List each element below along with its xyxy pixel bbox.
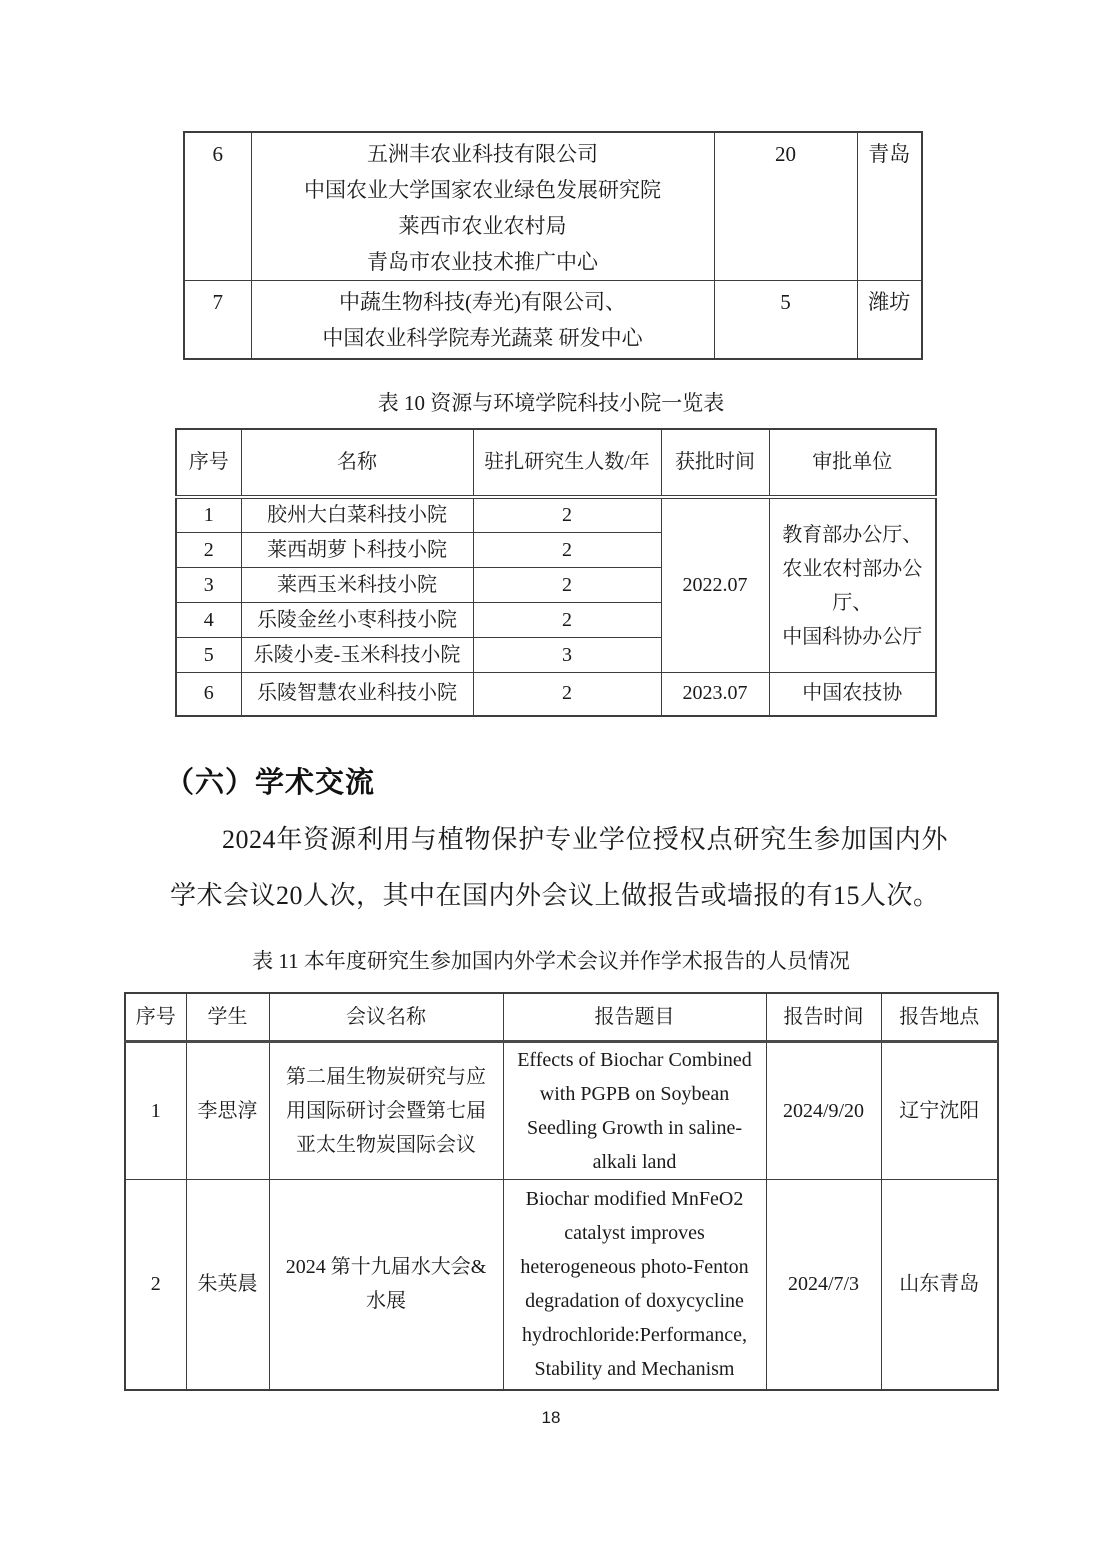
cell-serial: 7 <box>184 281 251 359</box>
cell-count: 20 <box>714 132 857 281</box>
cell-serial: 2 <box>176 533 241 568</box>
cell-name: 乐陵智慧农业科技小院 <box>241 673 473 716</box>
header-conference-name: 会议名称 <box>269 993 503 1042</box>
approval-unit-line: 教育部办公厅、 <box>782 523 923 546</box>
table10-caption: 表 10 资源与环境学院科技小院一览表 <box>377 391 725 415</box>
cell-report-title: Biochar modified MnFeO2 catalyst improves heterogeneous photo-Fenton degradation of doxycycline hydrochloride:Performance, Stability and Mechanism <box>503 1180 766 1390</box>
conference-report-table <box>124 992 999 1391</box>
cell-serial: 6 <box>184 132 251 281</box>
cell-count: 2 <box>473 603 661 638</box>
org-name-line: 中蔬生物科技(寿光)有限公司、 <box>339 290 626 314</box>
header-name: 名称 <box>241 429 473 497</box>
approval-unit-line: 中国科协办公厅 <box>782 625 923 648</box>
cell-serial: 1 <box>125 1042 186 1180</box>
cell-serial: 3 <box>176 568 241 603</box>
cell-student: 朱英晨 <box>186 1180 269 1390</box>
header-report-time: 报告时间 <box>766 993 881 1042</box>
cell-name: 乐陵金丝小枣科技小院 <box>241 603 473 638</box>
cell-serial: 2 <box>125 1180 186 1390</box>
org-name-line: 中国农业大学国家农业绿色发展研究院 <box>304 178 661 202</box>
table-row <box>125 1042 998 1180</box>
cell-approval-unit <box>769 497 936 673</box>
cell-report-place: 山东青岛 <box>881 1180 998 1390</box>
cell-serial: 6 <box>176 673 241 716</box>
section-heading: （六）学术交流 <box>165 767 376 799</box>
cell-count: 2 <box>473 533 661 568</box>
header-approval-unit: 审批单位 <box>769 429 936 497</box>
cell-report-place: 辽宁沈阳 <box>881 1042 998 1180</box>
cell-name: 莱西玉米科技小院 <box>241 568 473 603</box>
header-student: 学生 <box>186 993 269 1042</box>
cell-report-time: 2024/9/20 <box>766 1042 881 1180</box>
cell-count: 5 <box>714 281 857 359</box>
table-row <box>184 132 922 281</box>
org-name-line: 青岛市农业技术推广中心 <box>367 250 598 274</box>
cell-approval-unit: 中国农技协 <box>769 673 936 716</box>
sci-tech-courtyard-table <box>175 428 937 717</box>
header-row <box>125 993 998 1042</box>
header-approval-time: 获批时间 <box>661 429 769 497</box>
header-serial: 序号 <box>125 993 186 1042</box>
header-serial: 序号 <box>176 429 241 497</box>
cell-student: 李思淳 <box>186 1042 269 1180</box>
cell-approval-time: 2022.07 <box>661 497 769 673</box>
org-name-line: 莱西市农业农村局 <box>398 214 567 238</box>
section-paragraph: 2024年资源利用与植物保护专业学位授权点研究生参加国内外学术会议20人次，其中在国内外会议上做报告或墙报的有15人次。 <box>170 825 948 910</box>
cell-city: 潍坊 <box>857 281 922 359</box>
cell-report-time: 2024/7/3 <box>766 1180 881 1390</box>
cell-organizations <box>251 281 714 359</box>
header-report-title: 报告题目 <box>503 993 766 1042</box>
org-name-line: 五洲丰农业科技有限公司 <box>367 142 598 166</box>
partner-units-table <box>183 131 923 360</box>
header-report-place: 报告地点 <box>881 993 998 1042</box>
header-students-per-year: 驻扎研究生人数/年 <box>473 429 661 497</box>
table11-caption: 表 11 本年度研究生参加国内外学术会议并作学术报告的人员情况 <box>252 949 850 973</box>
cell-count: 2 <box>473 673 661 716</box>
table-row <box>176 497 936 533</box>
cell-approval-time: 2023.07 <box>661 673 769 716</box>
cell-conference: 第二届生物炭研究与应用国际研讨会暨第七届亚太生物炭国际会议 <box>269 1042 503 1180</box>
cell-count: 3 <box>473 638 661 673</box>
cell-count: 2 <box>473 497 661 533</box>
table-row <box>176 673 936 716</box>
cell-name: 胶州大白菜科技小院 <box>241 497 473 533</box>
table-row <box>184 281 922 359</box>
cell-report-title: Effects of Biochar Combined with PGPB on Soybean Seedling Growth in saline-alkali land <box>503 1042 766 1180</box>
cell-serial: 4 <box>176 603 241 638</box>
cell-conference: 2024 第十九届水大会&水展 <box>269 1180 503 1390</box>
cell-organizations <box>251 132 714 281</box>
approval-unit-line: 厅、 <box>832 591 873 614</box>
cell-serial: 1 <box>176 497 241 533</box>
cell-city: 青岛 <box>857 132 922 281</box>
header-row <box>176 429 936 497</box>
org-name-line: 中国农业科学院寿光蔬菜 研发中心 <box>322 326 643 350</box>
cell-count: 2 <box>473 568 661 603</box>
page-number: 18 <box>541 1408 561 1427</box>
cell-name: 莱西胡萝卜科技小院 <box>241 533 473 568</box>
approval-unit-line: 农业农村部办公 <box>782 557 923 580</box>
cell-serial: 5 <box>176 638 241 673</box>
cell-name: 乐陵小麦-玉米科技小院 <box>241 638 473 673</box>
table-row <box>125 1180 998 1390</box>
